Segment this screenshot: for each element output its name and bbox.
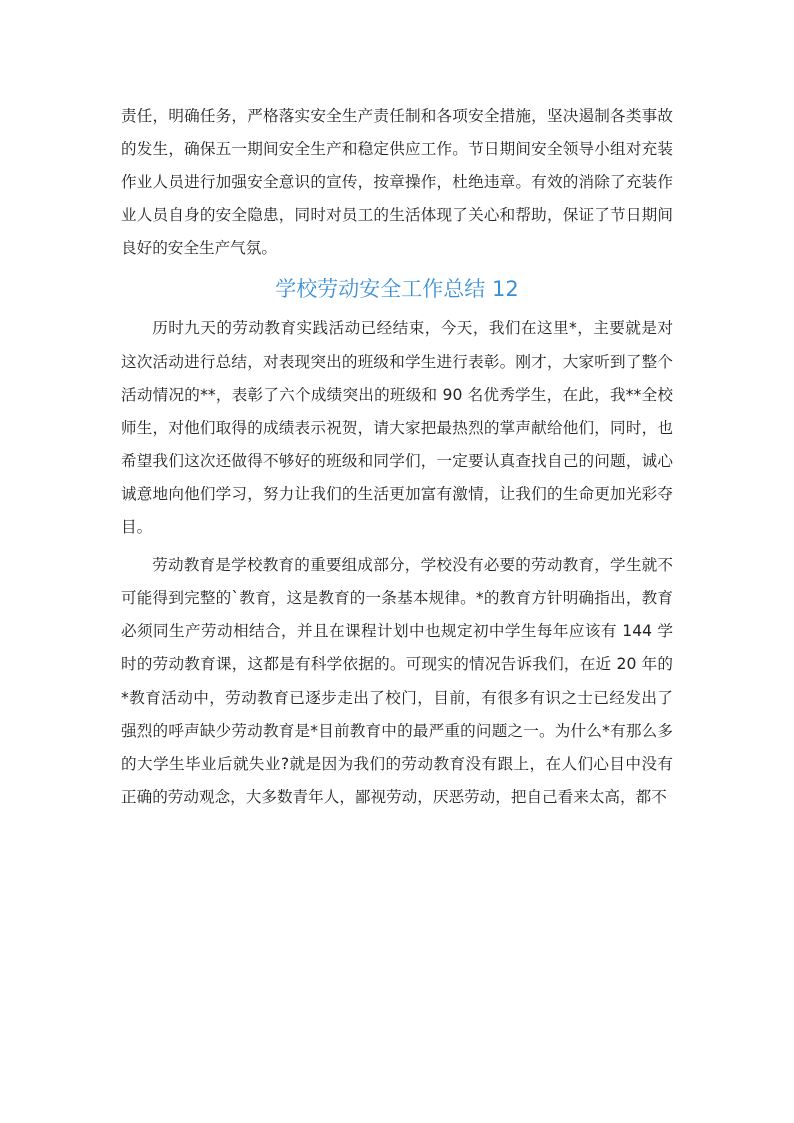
intro-paragraph: 责任，明确任务，严格落实安全生产责任制和各项安全措施，坚决遏制各类事故的发生，确保五一期间安全生产和稳定供应工作。节日期间安全领导小组对充装作业人员进行加强安全意识的宣传，按章操作，杜绝违章。有效的消除了充装作业人员自身的安全隐患，同时对员工的生活体现了关心和帮助，保证了节日期间良好的安全生产气氛。	[121, 107, 673, 258]
body-paragraph-2: 劳动教育是学校教育的重要组成部分，学校没有必要的劳动教育，学生就不可能得到完整的`教育，这是教育的一条基本规律。*的教育方针明确指出，教育必须同生产劳动相结合，并且在课程计划中也规定初中学生每年应该有 144 学时的劳动教育课，这都是有科学依据的。可现实的情况告诉我们，在近 20 年的*教育活动中，劳动教育已逐步走出了校门，目前，有很多有识之士已经发出了强烈的呼声缺少劳动教育是*目前教育中的最严重的问题之一。为什么*有那么多的大学生毕业后就失业?就是因为我们的劳动教育没有跟上，在人们心目中没有正确的劳动观念，大多数青年人，鄙视劳动，厌恶劳动，把自己看来太高，都不	[121, 556, 673, 806]
body-paragraph-1: 历时九天的劳动教育实践活动已经结束，今天，我们在这里*，主要就是对这次活动进行总结，对表现突出的班级和学生进行表彰。刚才，大家听到了整个活动情况的**，表彰了六个成绩突出的班级和 90 名优秀学生，在此，我**全校师生，对他们取得的成绩表示祝贺，请大家把最热烈的掌声献给他们，同时，也希望我们这次还做得不够好的班级和同学们，一定要认真查找自己的问题，诚心诚意地向他们学习，努力让我们的生活更加富有激情，让我们的生命更加光彩夺目。	[121, 319, 673, 537]
section-title: 学校劳动安全工作总结 12	[275, 277, 519, 302]
document-page	[121, 100, 673, 814]
